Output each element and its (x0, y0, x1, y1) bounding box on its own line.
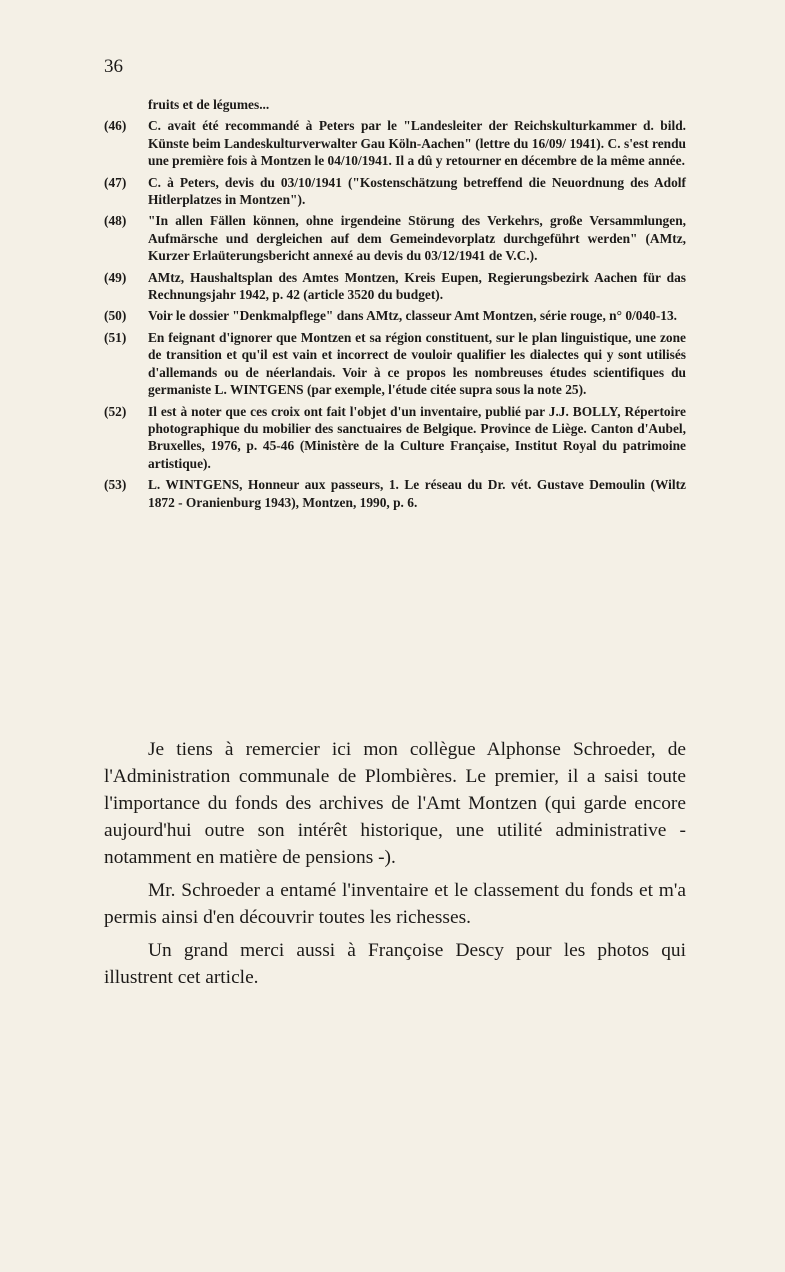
footnote-text: L. WINTGENS, Honneur aux passeurs, 1. Le réseau du Dr. vét. Gustave Demoulin (Wiltz 1872 - Oranienburg 1943), Montzen, 1990, p. 6. (148, 477, 686, 510)
footnote-continuation: fruits et de légumes... (148, 97, 270, 112)
footnote-50 (104, 307, 686, 324)
footnote-number: (48) (104, 213, 127, 229)
footnote-number: (49) (104, 269, 127, 285)
footnote-53 (104, 476, 686, 511)
footnote-text: En feignant d'ignorer que Montzen et sa région constituent, sur le plan linguistique, une zone de transition et qu'il est vain et incorrect de vouloir qualifier les dialectes qui y sont utilisés d'allemands ou de néerlandais. Voir à ce propos les nombreuses études scientifiques du germaniste L. WINTGENS (par exemple, l'étude citée supra sous la note 25). (148, 329, 686, 398)
footnote-number: (53) (104, 477, 127, 493)
acknowledgements (104, 736, 686, 997)
paragraph: Un grand merci aussi à Françoise Descy pour les photos qui illustrent cet article. (104, 940, 686, 988)
footnote-number: (52) (104, 403, 127, 419)
footnote-49 (104, 269, 686, 304)
footnote-52 (104, 403, 686, 473)
footnote-number: (47) (104, 174, 127, 190)
footnote-47 (104, 174, 686, 209)
footnotes (104, 96, 686, 515)
footnote-text: AMtz, Haushaltsplan des Amtes Montzen, Kreis Eupen, Regierungsbezirk Aachen für das Rechnungsjahr 1942, p. 42 (article 3520 du budget). (148, 269, 686, 303)
footnote-text: Il est à noter que ces croix ont fait l'objet d'un inventaire, publié par J.J. BOLLY, Répertoire photographique du mobilier des sanctuaires de Belgique. Province de Liège. Canton d'Aubel, Bruxelles, 1976, p. 45-46 (Ministère de la Culture Française, Institut Royal du patrimoine artistique). (148, 403, 686, 471)
paragraph: Je tiens à remercier ici mon collègue Alphonse Schroeder, de l'Administration communale de Plombières. Le premier, il a saisi toute l'importance du fonds des archives de l'Amt Montzen (qui garde encore aujourd'hui outre son intérêt historique, une utilité administrative - notamment en matière de pensions -). (104, 739, 686, 868)
footnote-46 (104, 117, 686, 169)
paragraph: Mr. Schroeder a entamé l'inventaire et le classement du fonds et m'a permis ainsi d'en découvrir toutes les richesses. (104, 880, 686, 928)
footnote-51 (104, 329, 686, 399)
footnote-text: Voir le dossier "Denkmalpflege" dans AMtz, classeur Amt Montzen, série rouge, n° 0/040-13. (148, 308, 678, 324)
footnote-48 (104, 212, 686, 264)
footnote-number: (50) (104, 308, 127, 324)
footnote-text: C. avait été recommandé à Peters par le "Landesleiter der Reichskulturkammer d. bild. Künste beim Landeskulturverwalter Gau Köln-Aachen" (lettre du 16/09/ 1941). C. s'est rendu une première fois à Montzen le 04/10/1941. Il a dû y retourner en décembre de la même année. (148, 118, 686, 169)
footnote-text: "In allen Fällen können, ohne irgendeine Störung des Verkehrs, große Versammlungen, Aufmärsche und dergleichen auf dem Gemeindevorplatz durchgeführt werden" (AMtz, Kurzer Erlaüterungsbericht annexé au devis du 03/12/1941 de V.C.). (148, 213, 686, 264)
footnote-text: C. à Peters, devis du 03/10/1941 ("Kostenschätzung betreffend die Neuordnung des Adolf Hitlerplatzes in Montzen"). (148, 174, 686, 208)
page-number: 36 (104, 56, 123, 77)
footnote-number: (46) (104, 118, 127, 134)
footnote-number: (51) (104, 329, 127, 345)
